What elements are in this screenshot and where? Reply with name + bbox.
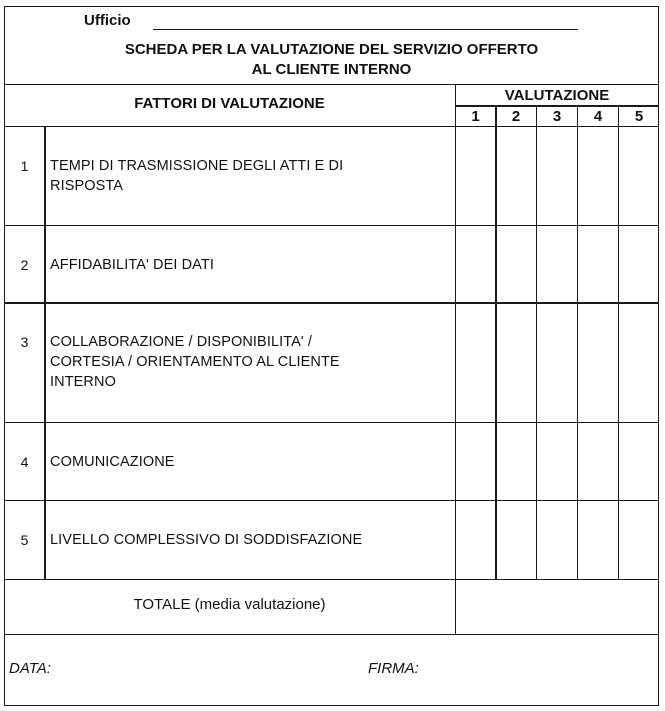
rating-cell-r1-c3[interactable] [537,127,577,225]
rating-cell-r5-c2[interactable] [497,501,536,579]
rating-cell-r1-c5[interactable] [619,127,659,225]
factor-line: COMUNICAZIONE [50,454,175,470]
rating-cell-r5-c5[interactable] [619,501,659,579]
rating-cell-r5-c4[interactable] [578,501,618,579]
rating-col-5: 5 [634,108,644,125]
divider [4,84,659,85]
form-title-line1: SCHEDA PER LA VALUTAZIONE DEL SERVIZIO OFFERTO [124,41,539,58]
rating-cell-r4-c4[interactable] [578,423,618,500]
factor-label [50,255,450,275]
rating-cell-r3-c3[interactable] [537,304,577,422]
divider [44,126,46,579]
signature-field[interactable] [430,640,655,700]
rating-cell-r2-c5[interactable] [619,226,659,302]
factor-line: COLLABORAZIONE / DISPONIBILITA' / [50,334,313,350]
office-input-line[interactable] [153,29,578,30]
form-title-line2: AL CLIENTE INTERNO [251,61,412,78]
factor-line: CORTESIA / ORIENTAMENTO AL CLIENTE [50,354,340,370]
rating-cell-r1-c4[interactable] [578,127,618,225]
rating-cell-r4-c3[interactable] [537,423,577,500]
signature-label: FIRMA: [368,660,419,677]
rating-cell-r3-c2[interactable] [497,304,536,422]
row-number: 5 [20,532,29,548]
rating-cell-r2-c3[interactable] [537,226,577,302]
rating-col-3: 3 [552,108,562,125]
rating-col-1: 1 [471,108,480,125]
factor-label [50,332,450,392]
factor-label [50,452,450,472]
rating-header: VALUTAZIONE [504,87,610,104]
rating-cell-r4-c5[interactable] [619,423,659,500]
factors-header: FATTORI DI VALUTAZIONE [134,95,325,112]
rating-cell-r3-c1[interactable] [456,304,495,422]
rating-cell-r4-c1[interactable] [456,423,495,500]
factor-line: AFFIDABILITA' DEI DATI [50,257,214,273]
rating-cell-r3-c5[interactable] [619,304,659,422]
rating-cell-r2-c2[interactable] [497,226,536,302]
row-number: 3 [20,334,29,350]
rating-col-4: 4 [593,108,603,125]
row-number: 2 [20,257,29,273]
rating-cell-r4-c2[interactable] [497,423,536,500]
row-number: 1 [20,158,29,174]
factor-line: TEMPI DI TRASMISSIONE DEGLI ATTI E DI [50,158,344,174]
rating-cell-r3-c4[interactable] [578,304,618,422]
factor-label [50,530,450,550]
rating-cell-r2-c1[interactable] [456,226,495,302]
date-label: DATA: [9,660,51,677]
divider [4,634,659,635]
total-value-cell[interactable] [456,580,659,634]
rating-col-2: 2 [511,108,521,125]
divider [455,105,659,107]
office-label: Ufficio [84,12,131,29]
row-number: 4 [20,454,29,470]
factor-label [50,156,450,196]
factor-line: LIVELLO COMPLESSIVO DI SODDISFAZIONE [50,532,363,548]
rating-cell-r5-c3[interactable] [537,501,577,579]
rating-cell-r1-c1[interactable] [456,127,495,225]
total-label: TOTALE (media valutazione) [133,596,326,613]
factor-line: INTERNO [50,374,116,390]
factor-line: RISPOSTA [50,178,124,194]
rating-cell-r2-c4[interactable] [578,226,618,302]
rating-cell-r5-c1[interactable] [456,501,495,579]
rating-cell-r1-c2[interactable] [497,127,536,225]
date-field[interactable] [60,640,360,700]
